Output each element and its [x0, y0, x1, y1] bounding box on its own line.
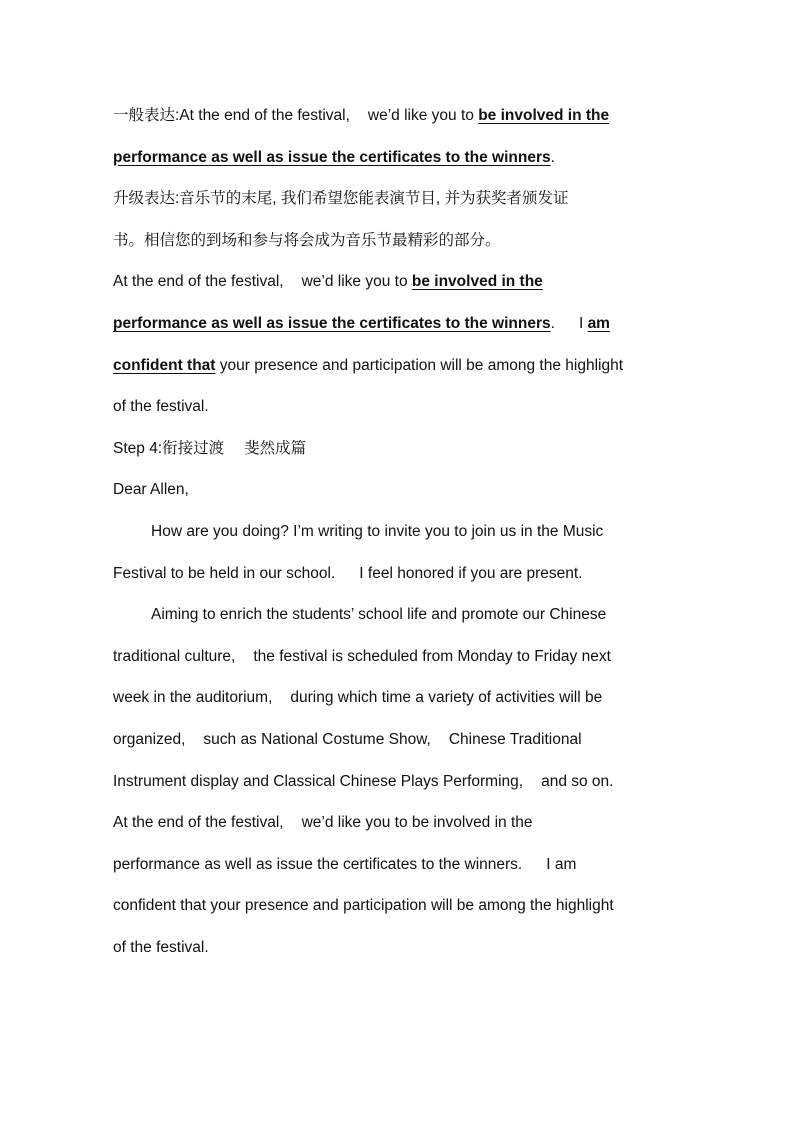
highlight-phrase: am	[587, 314, 610, 332]
text: Aiming to enrich the students’ school life and promote our Chinese	[151, 606, 607, 624]
text: Festival to be held in our school.	[113, 564, 336, 582]
text: organized,	[113, 730, 186, 748]
text: confident that your presence and participation will be among the highlight	[113, 897, 614, 915]
text: .	[550, 148, 555, 166]
text: At the end of the festival,	[113, 814, 284, 832]
text: 一般表达:At the end of the festival,	[113, 107, 350, 124]
step-title: 斐然成篇	[244, 439, 307, 457]
letter-p2-line-4	[113, 719, 693, 761]
text: your presence and participation will be among the highlight	[215, 356, 624, 374]
text: I	[578, 314, 588, 332]
highlight-phrase: be involved in the	[478, 107, 610, 124]
highlight-phrase: performance as well as issue the certificates to the winners	[113, 148, 551, 166]
letter-p2-line-1	[113, 594, 693, 636]
advanced-expression-line-2	[113, 220, 693, 262]
text: At the end of the festival,	[113, 273, 284, 291]
letter-p2-line-2	[113, 636, 693, 678]
letter-greeting	[113, 469, 693, 511]
step-heading	[113, 428, 693, 470]
text: we’d like you to	[301, 273, 412, 291]
letter-p3-line-4	[113, 927, 693, 969]
highlight-phrase: performance as well as issue the certificates to the winners	[113, 314, 551, 332]
text: week in the auditorium,	[113, 689, 273, 707]
text: I feel honored if you are present.	[359, 564, 583, 582]
text: Chinese Traditional	[448, 730, 582, 748]
letter-p1-line-1	[113, 511, 693, 553]
text: I am	[546, 855, 577, 873]
text: performance as well as issue the certificates to the winners.	[113, 855, 523, 873]
letter-p3-line-2	[113, 844, 693, 886]
text: 书。相信您的到场和参与将会成为音乐节最精彩的部分。	[113, 231, 501, 249]
text: .	[550, 314, 555, 332]
text: during which time a variety of activities will be	[290, 689, 603, 707]
text: traditional culture,	[113, 647, 236, 665]
general-expression-line-2	[113, 137, 693, 179]
text: the festival is scheduled from Monday to Friday next	[253, 647, 611, 665]
advanced-english-line-4	[113, 386, 693, 428]
letter-p2-line-3	[113, 677, 693, 719]
letter-p3-line-1	[113, 802, 693, 844]
text: of the festival.	[113, 398, 209, 416]
document-page	[113, 95, 693, 968]
text: and so on.	[541, 772, 614, 790]
letter-p1-line-2	[113, 553, 693, 595]
letter-p2-line-5	[113, 761, 693, 803]
advanced-english-line-3	[113, 345, 693, 387]
general-expression-line-1	[113, 95, 693, 137]
step-label: Step 4:衔接过渡	[113, 439, 225, 457]
highlight-phrase: be involved in the	[411, 273, 543, 291]
letter-p3-line-3	[113, 885, 693, 927]
advanced-english-line-2	[113, 303, 693, 345]
text: we’d like you to be involved in the	[301, 814, 533, 832]
text: How are you doing? I’m writing to invite you to join us in the Music	[151, 522, 604, 540]
highlight-phrase: confident that	[113, 356, 216, 374]
text: of the festival.	[113, 938, 209, 956]
text: Instrument display and Classical Chinese Plays Performing,	[113, 772, 524, 790]
text: 升级表达:音乐节的末尾, 我们希望您能表演节目, 并为获奖者颁发证	[113, 190, 569, 208]
advanced-english-line-1	[113, 261, 693, 303]
text: Dear Allen,	[113, 481, 189, 499]
text: such as National Costume Show,	[203, 730, 431, 748]
text: we’d like you to	[367, 107, 479, 124]
advanced-expression-line-1	[113, 178, 693, 220]
